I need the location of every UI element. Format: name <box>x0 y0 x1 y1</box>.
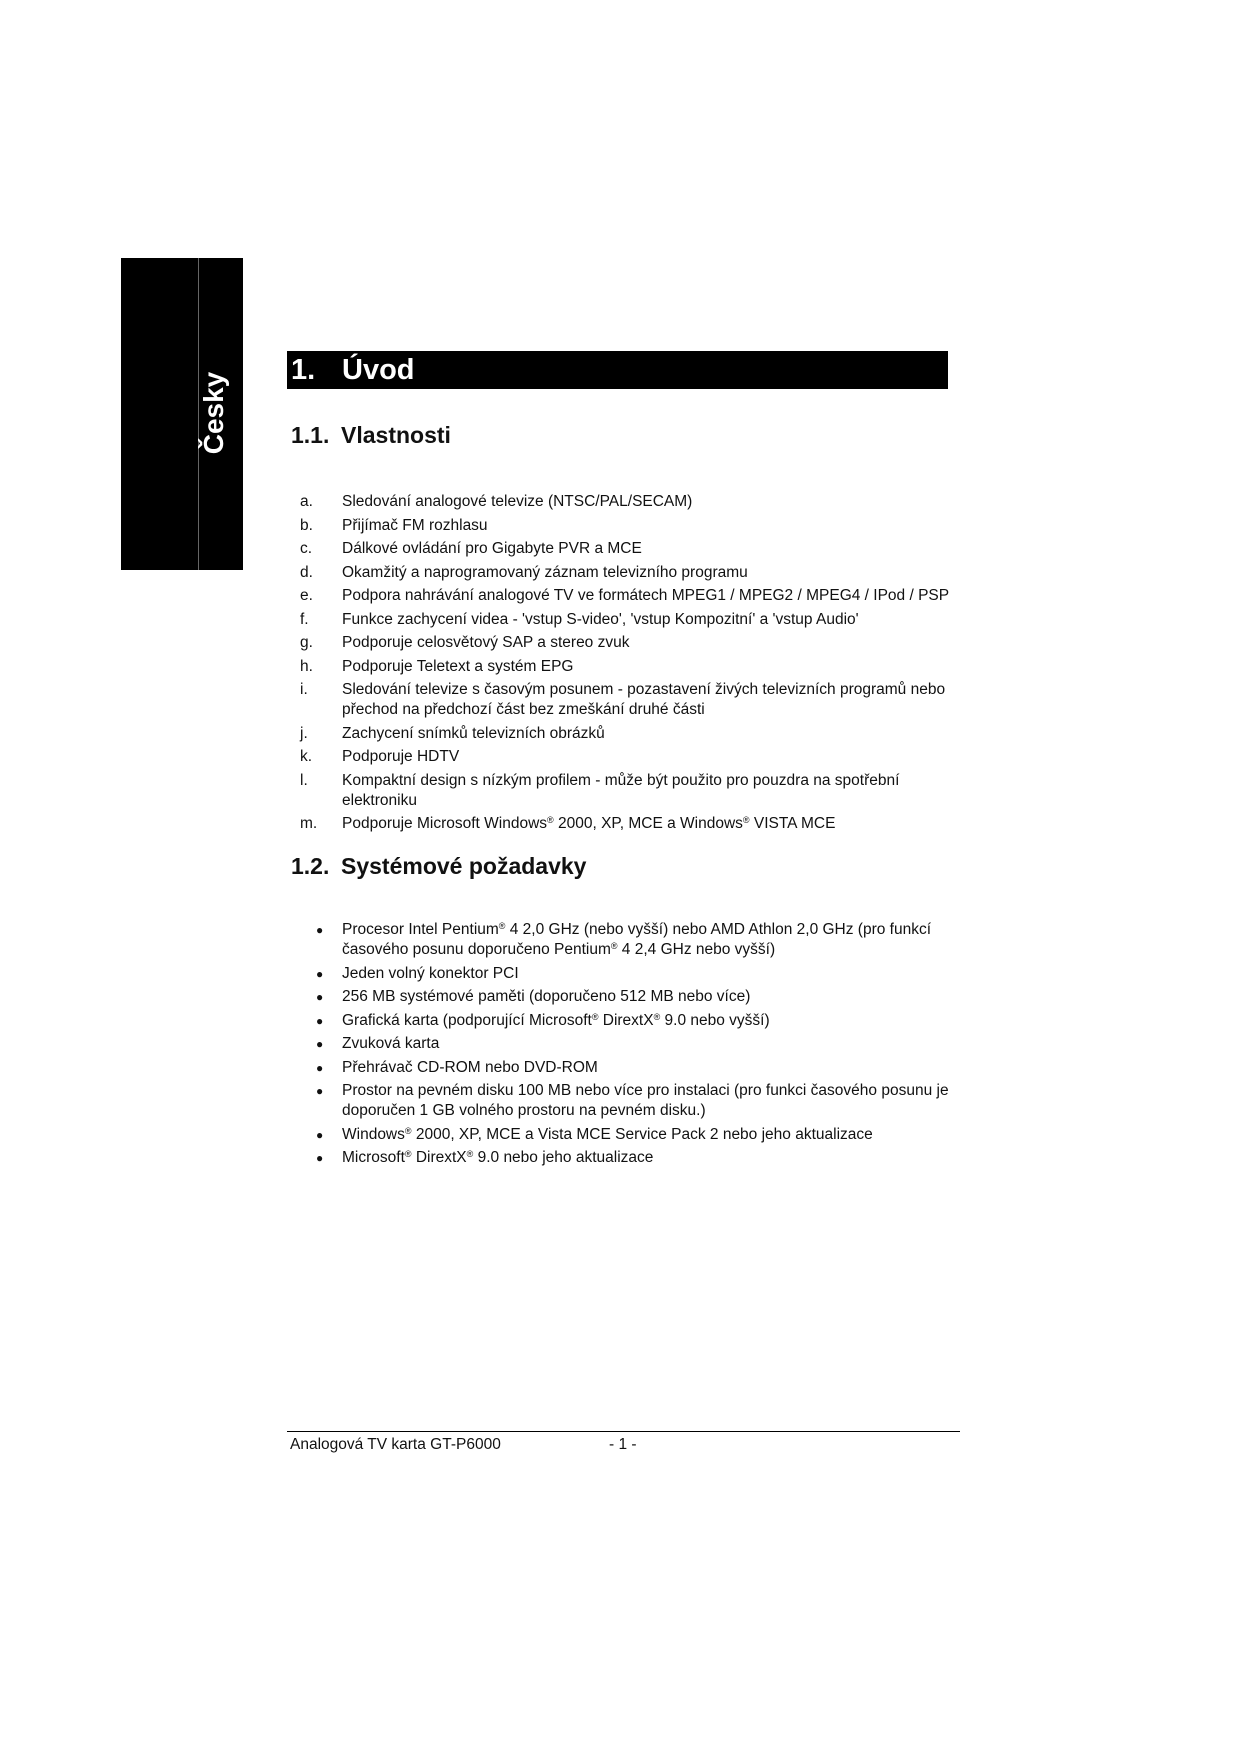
footer-product-name: Analogová TV karta GT-P6000 <box>290 1436 501 1453</box>
feature-item <box>300 814 960 834</box>
chapter-number: 1. <box>291 354 316 386</box>
requirement-item <box>300 1034 960 1054</box>
bullet-icon: ● <box>316 923 324 937</box>
feature-item-marker: j. <box>300 724 308 742</box>
section-requirements-number: 1.2. <box>291 853 330 879</box>
feature-item <box>300 633 960 653</box>
requirement-item <box>300 964 960 984</box>
feature-item-text: Zachycení snímků televizních obrázků <box>342 724 605 742</box>
feature-item-marker: d. <box>300 563 313 581</box>
features-list <box>300 492 960 838</box>
feature-item-marker: m. <box>300 815 318 832</box>
requirement-item-text: Prostor na pevném disku 100 MB nebo více pro instalaci (pro funkci časového posunu je doporučen 1 GB volného prostoru na pevném disku.) <box>342 1082 949 1119</box>
section-features-number: 1.1. <box>291 422 330 448</box>
feature-item-marker: a. <box>300 493 313 510</box>
feature-item-text: Podporuje Teletext a systém EPG <box>342 657 574 675</box>
requirement-item <box>300 1081 960 1121</box>
footer-page-number: - 1 - <box>609 1436 637 1453</box>
requirements-list <box>300 920 960 1172</box>
feature-item-text: Podpora nahrávání analogové TV ve formátech MPEG1 / MPEG2 / MPEG4 / IPod / PSP <box>342 587 950 604</box>
feature-item-text: Podporuje Microsoft Windows® 2000, XP, MCE a Windows® VISTA MCE <box>342 815 836 832</box>
bullet-icon: ● <box>316 1084 324 1098</box>
feature-item-marker: c. <box>300 540 313 557</box>
feature-item-text: Podporuje celosvětový SAP a stereo zvuk <box>342 634 630 651</box>
feature-item-text: Funkce zachycení videa - 'vstup S-video', 'vstup Kompozitní' a 'vstup Audio' <box>342 610 859 628</box>
feature-item <box>300 563 960 583</box>
feature-item-marker: k. <box>300 748 313 765</box>
section-features-title: Vlastnosti <box>341 422 451 448</box>
feature-item-marker: e. <box>300 587 313 604</box>
requirement-item <box>300 1058 960 1078</box>
feature-item <box>300 680 960 720</box>
requirement-item-text: Windows® 2000, XP, MCE a Vista MCE Service Pack 2 nebo jeho aktualizace <box>342 1125 873 1143</box>
feature-item <box>300 610 960 630</box>
requirement-item <box>300 1148 960 1168</box>
footer-rule <box>287 1431 960 1432</box>
requirement-item-text: Jeden volný konektor PCI <box>342 964 519 982</box>
feature-item <box>300 724 960 744</box>
requirement-item-text: 256 MB systémové paměti (doporučeno 512 MB nebo více) <box>342 988 751 1005</box>
requirement-item-text: Zvuková karta <box>342 1035 440 1052</box>
requirement-item <box>300 1125 960 1145</box>
feature-item-marker: l. <box>300 771 308 789</box>
feature-item-text: Kompaktní design s nízkým profilem - může být použito pro pouzdra na spotřební elektroniku <box>342 771 900 809</box>
requirement-item-text: Procesor Intel Pentium® 4 2,0 GHz (nebo vyšší) nebo AMD Athlon 2,0 GHz (pro funkcí časového posunu doporučeno Pentium® 4 2,4 GHz nebo vyšší) <box>342 921 932 958</box>
feature-item <box>300 747 960 767</box>
bullet-icon: ● <box>316 966 324 981</box>
feature-item-text: Přijímač FM rozhlasu <box>342 516 488 534</box>
bullet-icon: ● <box>316 1060 324 1075</box>
requirement-item <box>300 1011 960 1031</box>
feature-item-marker: b. <box>300 516 313 534</box>
feature-item-marker: h. <box>300 657 313 675</box>
requirement-item <box>300 987 960 1007</box>
chapter-title: Úvod <box>342 354 415 386</box>
feature-item <box>300 771 960 811</box>
requirement-item-text: Přehrávač CD-ROM nebo DVD-ROM <box>342 1058 598 1076</box>
bullet-icon: ● <box>316 1151 324 1165</box>
feature-item-marker: i. <box>300 681 308 698</box>
section-requirements-title: Systémové požadavky <box>341 853 587 879</box>
feature-item-text: Sledování televize s časovým posunem - pozastavení živých televizních programů nebo přechod na předchozí část bez zmeškání druhé části <box>342 681 946 718</box>
side-tab-language-label: Česky <box>198 371 229 455</box>
feature-item-text: Okamžitý a naprogramovaný záznam televizního programu <box>342 563 748 581</box>
feature-item <box>300 492 960 512</box>
feature-item-text: Dálkové ovládání pro Gigabyte PVR a MCE <box>342 540 642 557</box>
bullet-icon: ● <box>316 1127 324 1142</box>
feature-item <box>300 586 960 606</box>
requirement-item-text: Microsoft® DirextX® 9.0 nebo jeho aktualizace <box>342 1149 654 1166</box>
bullet-icon: ● <box>316 1037 324 1051</box>
chapter-heading <box>287 351 948 389</box>
feature-item <box>300 539 960 559</box>
feature-item <box>300 657 960 677</box>
bullet-icon: ● <box>316 990 324 1004</box>
feature-item-text: Sledování analogové televize (NTSC/PAL/SECAM) <box>342 493 693 510</box>
feature-item-marker: g. <box>300 634 313 651</box>
feature-item <box>300 516 960 536</box>
bullet-icon: ● <box>316 1013 324 1028</box>
feature-item-text: Podporuje HDTV <box>342 748 460 765</box>
requirement-item <box>300 920 960 960</box>
requirement-item-text: Grafická karta (podporující Microsoft® DirextX® 9.0 nebo vyšší) <box>342 1011 770 1029</box>
feature-item-marker: f. <box>300 610 309 628</box>
